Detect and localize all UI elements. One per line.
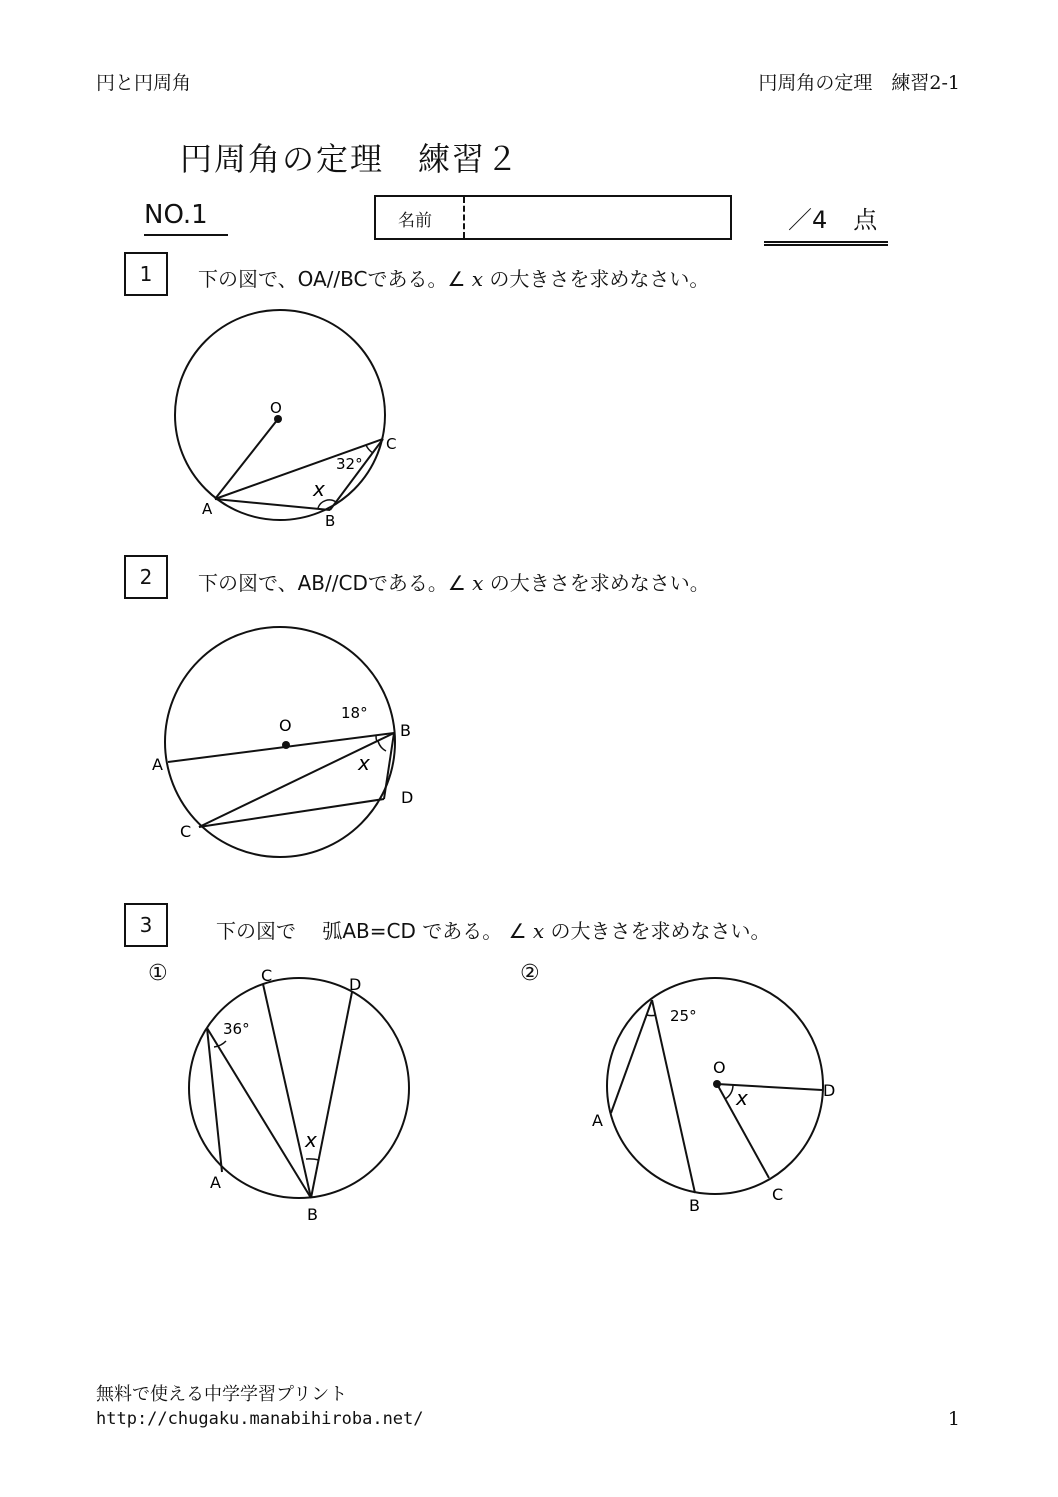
fig3a-label-D: D: [349, 975, 362, 994]
page-number: 1: [947, 1408, 960, 1430]
question-1-text: [198, 263, 709, 292]
fig3b-angle-arc-25: [647, 1015, 656, 1016]
fig3a-angle-arc-x: [306, 1159, 319, 1160]
fig1-var: x: [313, 477, 325, 501]
fig2-angle-label: 18°: [341, 704, 368, 722]
fig3b-label-D: D: [823, 1081, 836, 1100]
name-divider: [463, 197, 465, 238]
fig3b-segment-PB: [652, 1000, 695, 1193]
question-3-text: [216, 915, 771, 944]
figure-2: [140, 620, 440, 880]
fig2-label-O: O: [279, 716, 292, 735]
fig2-angle-arc-x: [378, 741, 386, 751]
fig3b-center-dot: [713, 1080, 721, 1088]
fig3b-angle-label: 25°: [670, 1007, 697, 1025]
fig2-center-dot: [282, 741, 290, 749]
question-1-text-before: 下の図で、OA//BCである。∠: [198, 267, 472, 291]
question-1-var: x: [471, 267, 484, 291]
fig3a-segment-CB: [263, 984, 311, 1198]
name-label: 名前: [398, 211, 432, 231]
question-3-text-before: 下の図で 弧AB=CD である。 ∠: [216, 919, 533, 943]
fig2-var: x: [358, 751, 370, 775]
fig1-label-A: A: [202, 500, 213, 518]
fig1-label-B: B: [325, 512, 336, 530]
fig2-label-B: B: [400, 721, 411, 740]
fig2-circle: [165, 627, 395, 857]
footer-line-1: 無料で使える中学学習プリント: [96, 1384, 348, 1405]
fig3b-label-C: C: [772, 1185, 784, 1204]
question-3-text-after: の大きさを求めなさい。: [544, 919, 771, 943]
fig3b-label-B: B: [689, 1196, 700, 1215]
fig1-label-C: C: [386, 435, 397, 453]
header-right: 円周角の定理 練習2-1: [758, 72, 960, 94]
score-box: [764, 200, 888, 246]
question-3-var: x: [532, 919, 545, 943]
fig3a-segment-PB: [207, 1028, 311, 1198]
fig3a-segment-DB: [311, 992, 352, 1198]
fig1-label-O: O: [270, 399, 282, 417]
fig1-angle-arc-C: [366, 445, 373, 453]
fig2-label-C: C: [180, 822, 192, 841]
name-box[interactable]: [374, 195, 732, 240]
sub-label-1: ①: [148, 961, 168, 986]
fig3a-angle-label: 36°: [223, 1020, 250, 1038]
sub-label-2: ②: [520, 961, 540, 986]
header-left: 円と円周角: [96, 72, 192, 94]
fig2-label-A: A: [152, 755, 163, 774]
page-title: 円周角の定理 練習２: [180, 140, 521, 178]
fig3b-angle-arc-x: [725, 1085, 733, 1099]
footer-url[interactable]: http://chugaku.manabihiroba.net/: [96, 1409, 424, 1429]
fig1-angle-label: 32°: [336, 455, 363, 473]
number-label: NO.1: [144, 200, 228, 236]
fig3a-label-B: B: [307, 1205, 318, 1224]
question-2-text: [198, 567, 710, 596]
question-1-number: 1: [124, 252, 168, 296]
fig3b-label-A: A: [592, 1111, 603, 1130]
question-3-number: 3: [124, 903, 168, 947]
question-2-var: x: [472, 571, 484, 595]
fig3b-label-O: O: [713, 1058, 726, 1077]
fig2-label-D: D: [401, 788, 414, 807]
fig3b-var: x: [736, 1086, 748, 1110]
fig1-segment-CB: [330, 439, 383, 510]
question-2-number: 2: [124, 555, 168, 599]
fig3a-var: x: [305, 1128, 317, 1152]
figure-1: [160, 300, 400, 540]
figure-3-2: [580, 960, 850, 1230]
footer-text: [96, 1383, 424, 1431]
question-1-text-after: の大きさを求めなさい。: [483, 267, 710, 291]
score-total: ／4: [788, 206, 828, 234]
question-2-text-before: 下の図で、AB//CDである。∠: [198, 571, 473, 595]
fig3a-label-C: C: [261, 966, 273, 985]
figure-3-1: [170, 960, 430, 1230]
score-unit: 点: [853, 206, 878, 234]
fig3a-label-A: A: [210, 1173, 221, 1192]
question-2-text-after: の大きさを求めなさい。: [483, 571, 710, 595]
